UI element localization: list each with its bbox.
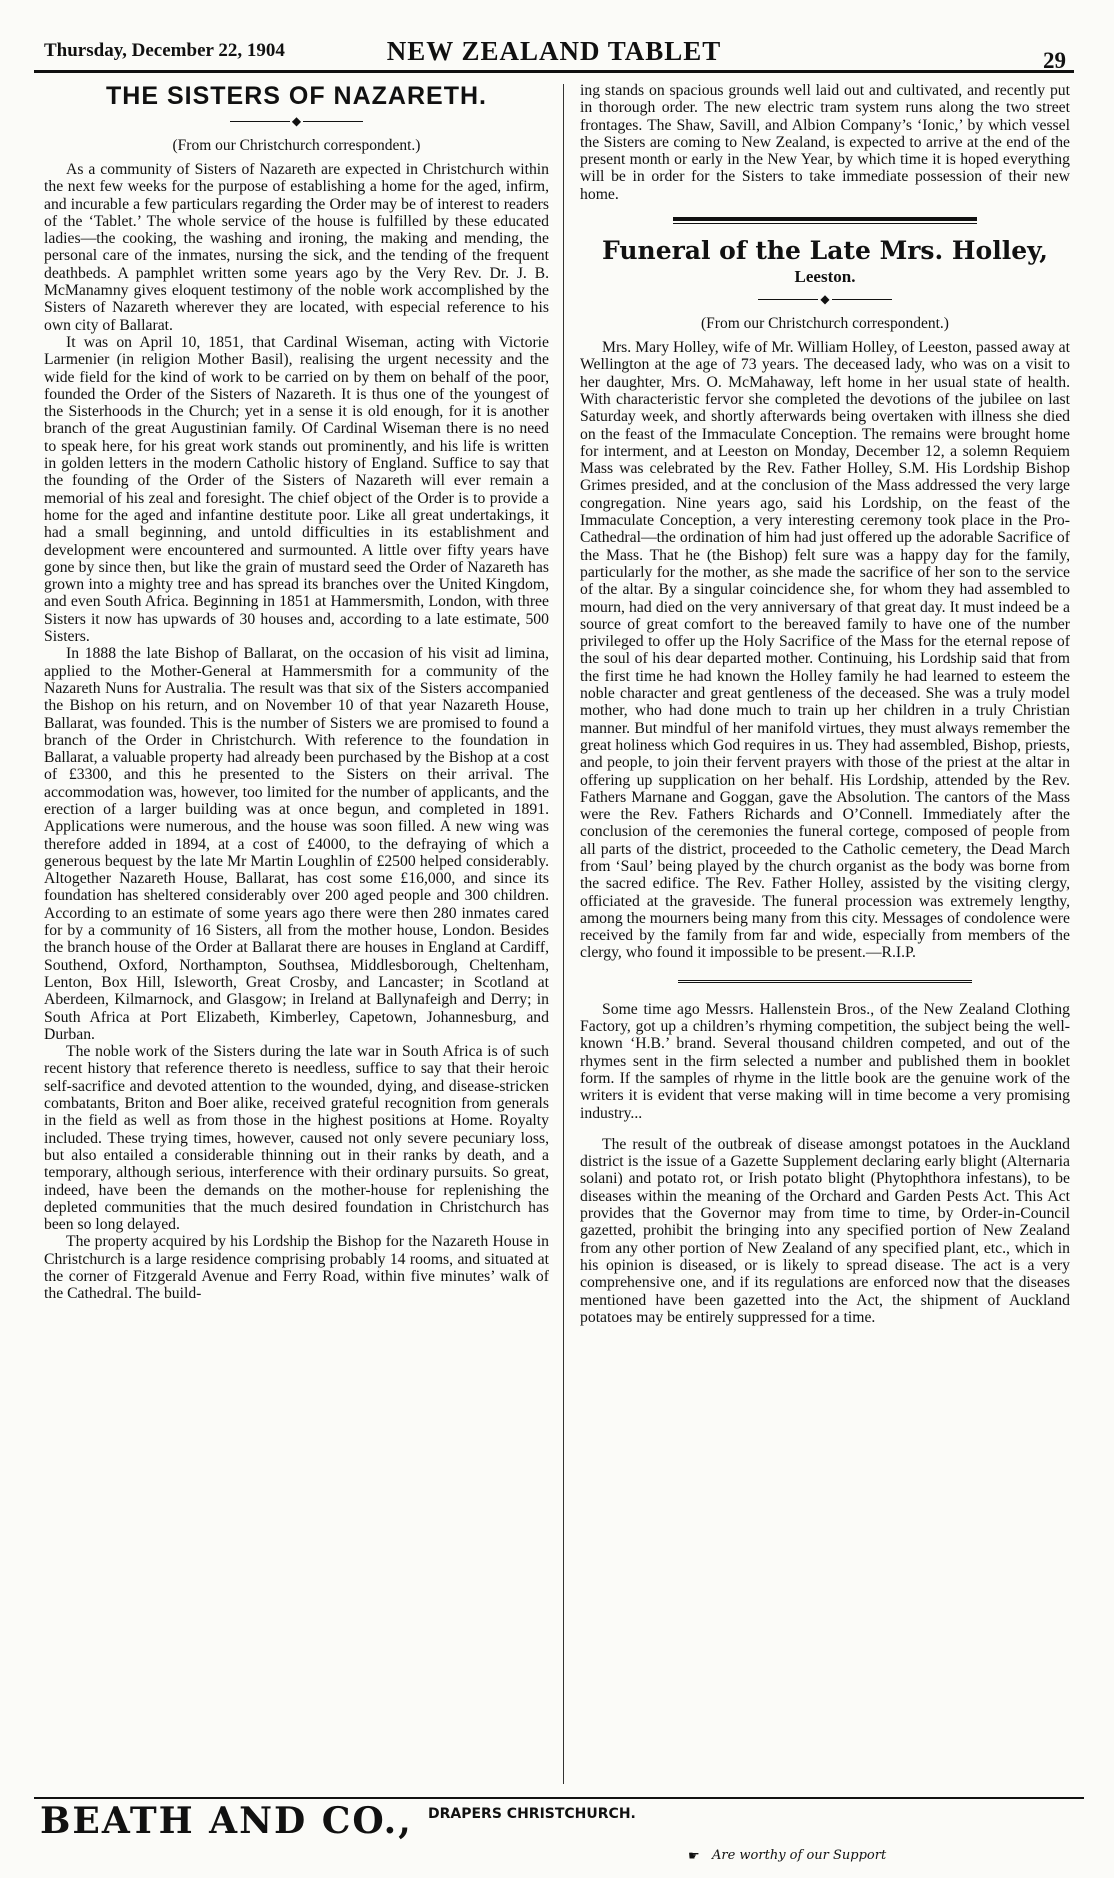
footer-rule [34,1797,1084,1799]
article-sisters-paragraph: In 1888 the late Bishop of Ballarat, on the occasion of his visit ad limina, applied to the Mother-General at Hammersmith for a community of the Nazareth Nuns for Australia. The result was that six of the Sisters accompanied the Bishop on his return, and on November 10 of that year Nazareth House, Ballarat, was founded. This is the number of Sisters we are promised to found a branch of the Order in Christchurch. With reference to the foundation in Ballarat, a valuable property had already been purchased by the Bishop at a cost of £3300, and this he presented to the Sisters on their arrival. The accommodation was, however, too limited for the number of applicants, and the erection of a larger building was at once begun, and completed in 1891. Applications were numerous, and the house was soon filled. A new wing was therefore added in 1894, at a cost of £4000, to the defraying of which a generous bequest by the late Mr Martin Loughlin of £2500 helped considerably. Altogether Nazareth House, Ballarat, has cost some £16,000, and since its foundation has sheltered considerably over 200 aged people and 300 children. According to an estimate of some years ago there were then 280 inmates cared for by a community of 16 Sisters, all from the mother house, London. Besides the branch house of the Order at Ballarat there are houses in England at Cardiff, Southend, Oxford, Northampton, Southsea, Middlesborough, Cheltenham, Lenton, Box Hill, Isleworth, Great Crosby, and Lancaster; in Scotland at Aberdeen, Kilmarnock, and Glasgow; in Ireland at Ballynafeigh and Derry; in South Africa at Port Elizabeth, Kimberley, Capetown, Johannesburg, and Durban. [44,645,549,1043]
advert-subtitle: DRAPERS CHRISTCHURCH. [428,1806,636,1822]
title-ornament: ◆ [44,115,549,127]
right-column [580,82,1070,1878]
article-funeral-byline: (From our Christchurch correspondent.) [701,315,949,333]
pointing-hand-icon: ☛ [688,1848,700,1863]
news-item-hallenstein: Some time ago Messrs. Hallenstein Bros., of the New Zealand Clothing Factory, got up a children’s rhyming competition, the subject being the well-known ‘H.B.’ brand. Several thousand children competed, and out of the rhymes sent in the firm selected a number and published them in booklet form. If the samples of rhyme in the little book are the genuine work of the writers it is evident that verse making will in time become a very promising industry... [580,1000,1070,1122]
masthead [34,38,1074,78]
issue-date: Thursday, December 22, 1904 [44,40,285,61]
page-number: 29 [1043,48,1066,73]
article-funeral-title: Funeral of the Late Mrs. Holley, [602,236,1048,266]
article-funeral-paragraph: Mrs. Mary Holley, wife of Mr. William Holley, of Leeston, passed away at Wellington at the age of 73 years. The deceased lady, who was on a visit to her daughter, Mrs. O. McMahaway, left home in her usual state of health. With characteristic fervor she completed the devotions of the jubilee on last Saturday week, and shortly afterwards being overtaken with illness she died on the feast of the Immaculate Conception. The remains were brought home for interment, and at Leeston on Monday, December 12, a solemn Requiem Mass was celebrated by the Rev. Father Holley, S.M. His Lordship Bishop Grimes presided, and at the conclusion of the Mass addressed the very large congregation. Nine years ago, said his Lordship, on the feast of the Immaculate Conception, a very interesting ceremony took place in the Pro-Cathedral—the ordination of him had just offered up the adorable Sacrifice of the Mass. That he (the Bishop) felt sure was a happy day for the family, particularly for the mother, as she made the sacrifice of her son to the service of the altar. By a singular coincidence she, for whom they had assembled to mourn, had died on the very anniversary of that great day. It must indeed be a source of great comfort to the bereaved family to have one of the number privileged to offer up the Holy Sacrifice of the Mass for the eternal repose of the soul of his dear departed mother. Continuing, his Lordship said that from the first time he had known the Holley family he had learned to esteem the noble character and great gentleness of the deceased. She was a truly model mother, who had done much to train up her children in a truly Christian manner. But mindful of her manifold virtues, they must always remember the great holiness which God requires in us. They had assembled, Bishop, priests, and people, to join their fervent prayers with those of the priest at the altar in offering up supplication on her behalf. His Lordship, attended by the Rev. Fathers Marnane and Goggan, gave the Absolution. The cantors of the Mass were the Rev. Fathers Richards and O’Connell. Immediately after the conclusion of the ceremonies the funeral cortege, composed of people from all parts of the district, proceeded to the Catholic cemetery, the Dead March from ‘Saul’ being played by the church organist as the body was borne from the sacred edifice. The Rev. Father Holley, assisted by the visiting clergy, officiated at the graveside. The funeral procession was extremely lengthy, among the mourners being many from this city. Messages of condolence were received by the family from far and wide, especially from members of the clergy, who found it impossible to be present.—R.I.P. [580,339,1070,962]
article-sisters-title: THE SISTERS OF NAZARETH. [106,82,487,110]
advert-brand: BEATH AND CO., [40,1800,413,1842]
article-sisters-paragraph: As a community of Sisters of Nazareth are expected in Christchurch within the next few weeks for the purpose of establishing a home for the aged, infirm, and incurable a few particulars regarding the Order may be of interest to readers of the ‘Tablet.’ The whole service of the house is fulfilled by these educated ladies—the cooking, the washing and ironing, the making and mending, the personal care of the inmates, nursing the sick, and the tending of the frequent deathbeds. A pamphlet written some years ago by the Very Rev. Dr. J. B. McManamny gives eloquent testimony of the noble work accomplished by the Sisters of Nazareth wherever they are located, with especial reference to his own city of Ballarat. [44,161,549,334]
section-rule-thin [673,223,977,224]
article-sisters-paragraph: The property acquired by his Lordship the Bishop for the Nazareth House in Christchurch is a large residence comprising probably 14 rooms, and situated at the corner of Fitzgerald Avenue and Ferry Road, within five minutes’ walk of the Cathedral. The build- [44,1233,549,1303]
section-rule [673,217,977,221]
title-ornament: ◆ [580,293,1070,305]
news-item-potato-blight: The result of the outbreak of disease amongst potatoes in the Auckland district is the issue of a Gazette Supplement declaring early blight (Alternaria solani) and potato rot, or Irish potato blight (Phytophthora infestans), to be diseases within the meaning of the Orchard and Garden Pests Act. This Act provides that the Governor may from time to time, by Order-in-Council gazetted, prohibit the bringing into any specified portion of New Zealand from any other portion of New Zealand of any specified plant, etc., which in his opinion is diseased, or is likely to spread disease. The act is a very comprehensive one, and if its regulations are enforced now that the diseases mentioned have been gazetted into the Act, the shipment of Auckland potatoes may be entirely suppressed for a time. [580,1135,1070,1326]
article-sisters-paragraph: The noble work of the Sisters during the late war in South Africa is of such recent history that reference thereto is needless, suffice to say that their heroic self-sacrifice and devoted attention to the wounded, dying, and disease-stricken combatants, Briton and Boer alike, received grateful recognition from generals in the field as well as from those in the highest positions at Home. Royalty included. These trying times, however, caused not only severe pecuniary loss, but also entailed a considerable thinning out in their ranks by death, and a temporary, although serious, interference with their ordinary pursuits. So great, indeed, have been the demands on the mother-house for replenishing the depleted communities that the much desired foundation in Christchurch has been so long delayed. [44,1043,549,1234]
column-divider [563,84,564,1784]
article-sisters-paragraph: It was on April 10, 1851, that Cardinal Wiseman, acting with Victorie Larmenier (in religion Mother Basil), realising the urgent necessity and the wide field for the kind of work to be carried on by them on behalf of the poor, founded the Order of the Sisters of Nazareth. It is thus one of the youngest of the Sisterhoods in the Church; yet in a sense it is old enough, for it is another branch of the great Augustinian family. Of Cardinal Wiseman there is no need to speak here, for his great work stands out prominently, and his life is written in golden letters in the modern Catholic history of England. Suffice to say that the founding of the Order of the Sisters of Nazareth will ever remain a memorial of his zeal and foresight. The chief object of the Order is to provide a home for the aged and infantine destitute poor. Like all great undertakings, it had a small beginning, and untold difficulties in its establishment and development were encountered and surmounted. A little over fifty years have gone by since then, but like the grain of mustard seed the Order of Nazareth has grown into a mighty tree and has spread its branches over the United Kingdom, and even South Africa. Beginning in 1851 at Hammersmith, London, with three Sisters it now has upwards of 30 houses and, according to a late estimate, 500 Sisters. [44,333,549,646]
article-funeral-place: Leeston. [794,267,856,287]
advert-tagline: Are worthy of our Support [712,1848,887,1863]
article-sisters-continuation: ing stands on spacious grounds well laid out and cultivated, and recently put in thorough order. The new electric tram system runs along the two street frontages. The Shaw, Savill, and Albion Company’s ‘Ionic,’ by which vessel the Sisters are coming to New Zealand, is expected to arrive at the end of the present month or early in the New Year, by which time it is hoped everything will be in order for the Sisters to take immediate possession of their new home. [580,82,1070,203]
masthead-rule [34,70,1074,73]
newspaper-title: NEW ZEALAND TABLET [386,36,722,66]
left-column [44,82,549,1878]
section-rule [678,980,972,983]
article-sisters-byline: (From our Christchurch correspondent.) [172,137,421,154]
